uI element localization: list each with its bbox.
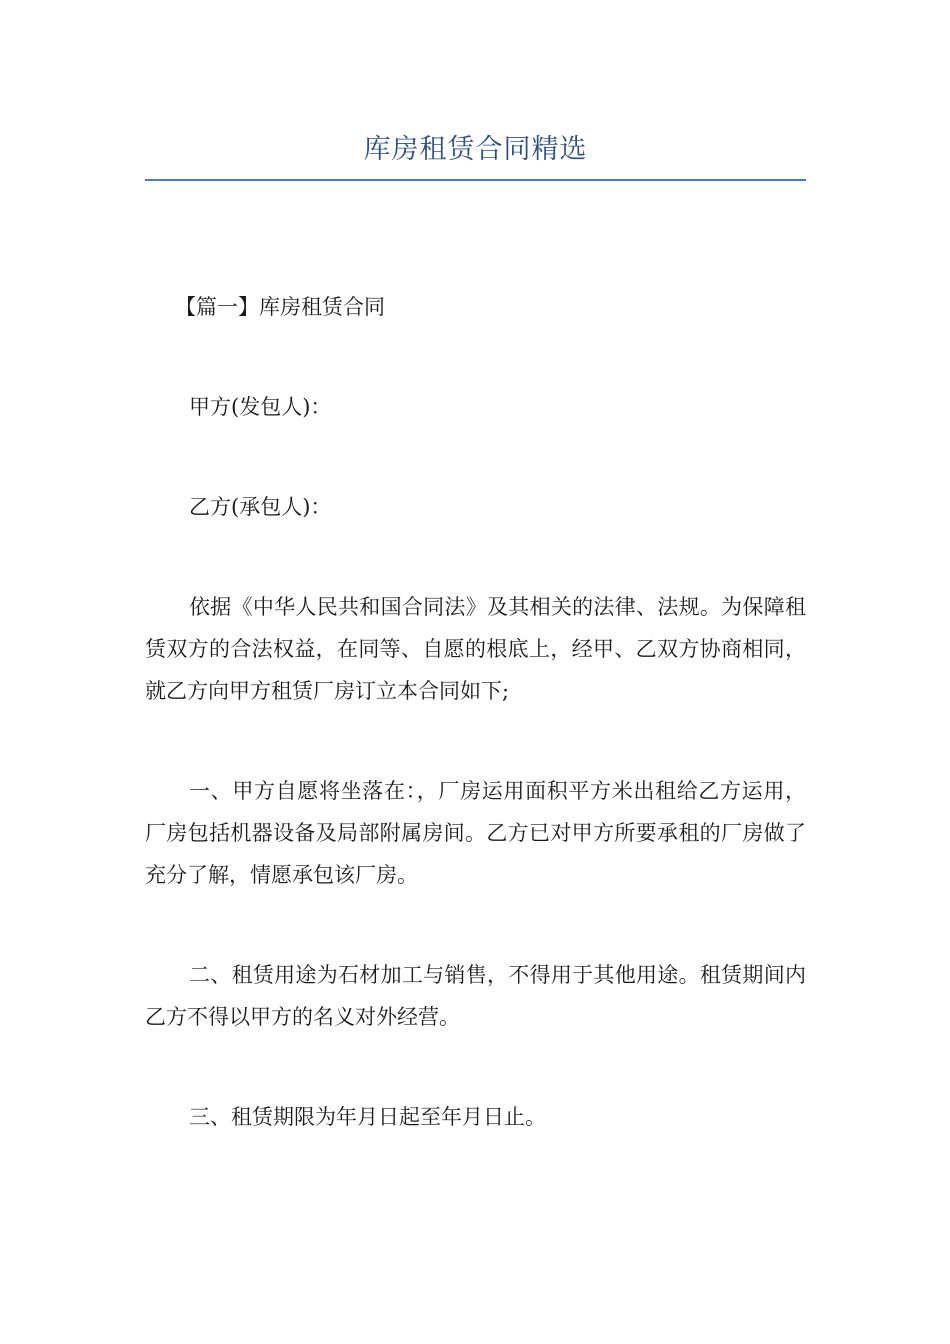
intro-paragraph: 依据《中华人民共和国合同法》及其相关的法律、法规。为保障租赁双方的合法权益，在同等、自愿的根底上，经甲、乙双方协商相同，就乙方向甲方租赁厂房订立本合同如下;	[145, 595, 806, 703]
party-b-line: 乙方(承包人)：	[189, 495, 332, 519]
document-body	[145, 286, 806, 1196]
document-title: 库房租赁合同精选	[363, 134, 588, 165]
clause-1-paragraph: 一、甲方自愿将坐落在：，厂房运用面积平方米出租给乙方运用，厂房包括机器设备及局部附属房间。乙方已对甲方所要承租的厂房做了充分了解，情愿承包该厂房。	[145, 779, 806, 887]
title-underline	[145, 179, 806, 181]
section-heading: 【篇一】库房租赁合同	[175, 295, 385, 319]
clause-3-paragraph: 三、租赁期限为年月日起至年月日止。	[189, 1105, 546, 1129]
party-a-line: 甲方(发包人)：	[189, 395, 332, 419]
clause-2-paragraph: 二、租赁用途为石材加工与销售，不得用于其他用途。租赁期间内乙方不得以甲方的名义对外经营。	[145, 963, 806, 1029]
